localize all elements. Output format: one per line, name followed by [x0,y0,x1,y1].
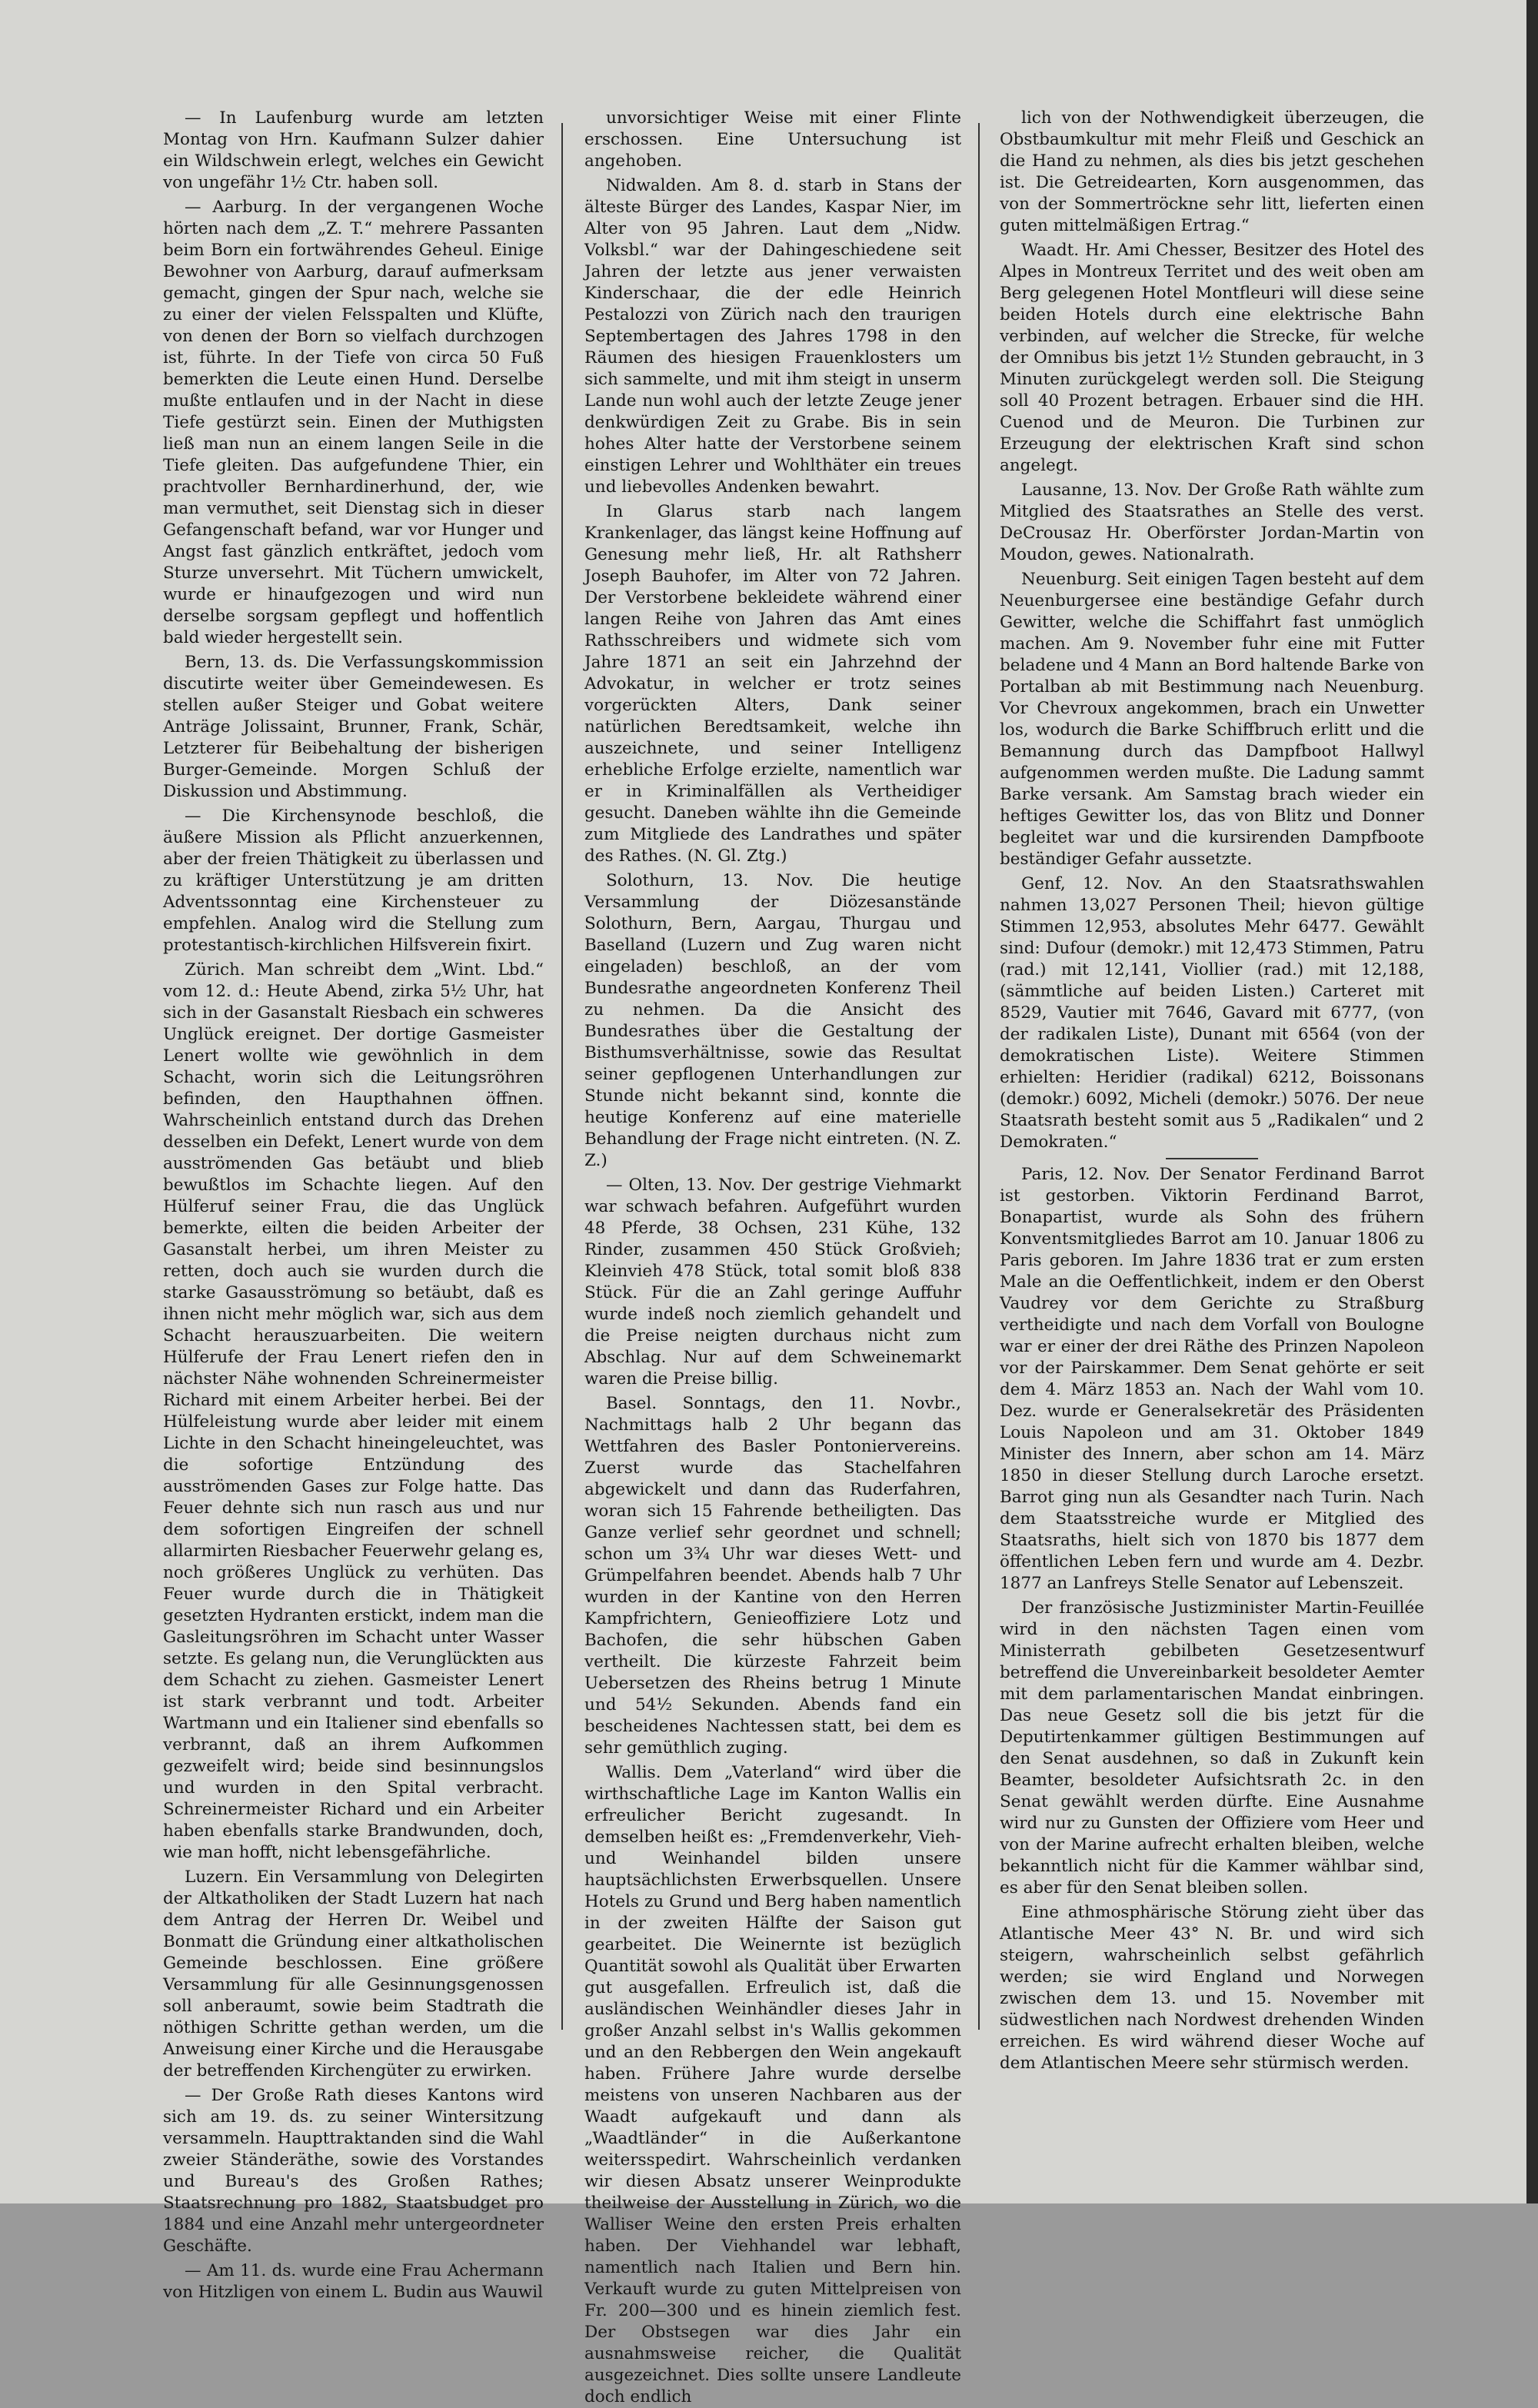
article: — Am 11. ds. wurde eine Frau Achermann von Hitzligen von einem L. Budin aus Wauwil [163,2261,544,2302]
column-divider [978,123,980,2030]
article: Waadt. Hr. Ami Chesser, Besitzer des Hotel des Alpes in Montreux Territet und des weit oben am Berg gelegenen Hotel Montfleuri will diese seine beiden Hotels durch eine elektrische Bahn verbinden, auf welcher die Strecke, für welche der Omnibus bis jetzt 1½ Stunden gebraucht, in 3 Minuten zurückgelegt werden soll. Die Steigung soll 40 Prozent betragen. Erbauer sind die HH. Cuenod und de Meuron. Die Turbinen zur Erzeugung der elektrischen Kraft sind schon angelegt. [1000,241,1424,475]
article: lich von der Nothwendigkeit überzeugen, die Obstbaumkultur mit mehr Fleiß und Geschick an die Hand zu nehmen, als dies bis jetzt geschehen ist. Die Getreidearten, Korn ausgenommen, das von der Sommertröckne sehr litt, lieferten einen guten mittelmäßigen Ertrag.“ [1000,108,1424,235]
article: unvorsichtiger Weise mit einer Flinte erschossen. Eine Untersuchung ist angehoben. [584,108,961,171]
article: Der französische Justizminister Martin-Feuillée wird in den nächsten Tagen einen vom Ministerrath gebilbeten Gesetzesentwurf betreffend die Unvereinbarkeit besoldeter Aemter mit dem parlamentarischen Mandat einbringen. Das neue Gesetz soll die bis jetzt für die Deputirtenkammer gültigen Bestimmungen auf den Senat ausdehnen, so daß in Zukunft kein Beamter, besoldeter Aufsichtsrath 2c. in den Senat gewählt werden dürfte. Eine Ausnahme wird nur zu Gunsten der Offiziere vom Heer und von der Marine aufrecht erhalten bleiben, welche bekanntlich nicht für die Kammer wählbar sind, es aber für den Senat bleiben sollen. [1000,1598,1424,1897]
article: Neuenburg. Seit einigen Tagen besteht auf dem Neuenburgersee eine beständige Gefahr durch Gewitter, welche die Schiffahrt fast unmöglich machen. Am 9. November fuhr eine mit Futter beladene und 4 Mann an Bord haltende Barke von Portalban ab mit Bestimmung nach Neuenburg. Vor Chevroux angekommen, brach ein Unwetter los, wodurch die Barke Schiffbruch erlitt und die Bemannung durch das Dampfboot Hallwyl aufgenommen werden mußte. Die Ladung sammt Barke versank. Am Samstag brach wieder ein heftiges Gewitter los, das von Blitz und Donner begleitet war und die kursirenden Dampfboote beständiger Gefahr aussetzte. [1000,570,1424,869]
article: — Der Große Rath dieses Kantons wird sich am 19. ds. zu seiner Wintersitzung versammeln. Haupttraktanden sind die Wahl zweier Ständeräthe, sowie des Vorstandes und Bureau's des Großen Rathes; Staatsrechnung pro 1882, Staatsbudget pro 1884 und eine Anzahl mehr untergeordneter Geschäfte. [163,2086,544,2256]
article: Bern, 13. ds. Die Verfassungskommission discutirte weiter über Gemeindewesen. Es stellen außer Steiger und Gobat weitere Anträge Jolissaint, Brunner, Frank, Schär, Letzterer für Beibehaltung der bisherigen Burger-Gemeinde. Morgen Schluß der Diskussion und Abstimmung. [163,653,544,801]
column-3 [1000,108,1424,2137]
article: Luzern. Ein Versammlung von Delegirten der Altkatholiken der Stadt Luzern hat nach dem Antrag der Herren Dr. Weibel und Bonmatt die Gründung einer altkatholischen Gemeinde beschlossen. Eine größere Versammlung für alle Gesinnungsgenossen soll anberaumt, sowie beim Stadtrath die nöthigen Schritte gethan werden, um die Anweisung einer Kirche und die Herausgabe der betreffenden Kirchengüter zu erwirken. [163,1868,544,2080]
article: — Olten, 13. Nov. Der gestrige Viehmarkt war schwach befahren. Aufgeführt wurden 48 Pferde, 38 Ochsen, 231 Kühe, 132 Rinder, zusammen 450 Stück Großvieh; Kleinvieh 478 Stück, total somit bloß 838 Stück. Für die an Zahl geringe Auffuhr wurde indeß noch ziemlich gehandelt und die Preise neigten durchaus nicht zum Abschlag. Nur auf dem Schweinemarkt waren die Preise billig. [584,1176,961,1389]
column-2 [584,108,961,2406]
article: Lausanne, 13. Nov. Der Große Rath wählte zum Mitglied des Staatsrathes an Stelle des verst. DeCrousaz Hr. Oberförster Jordan-Martin von Moudon, gewes. Nationalrath. [1000,481,1424,564]
article: Wallis. Dem „Vaterland“ wird über die wirthschaftliche Lage im Kanton Wallis ein erfreulicher Bericht zugesandt. In demselben heißt es: „Fremdenverkehr, Vieh- und Weinhandel bilden unsere hauptsächlichsten Erwerbsquellen. Unsere Hotels zu Grund und Berg haben namentlich in der zweiten Hälfte der Saison gut gearbeitet. Die Weinernte ist bezüglich Quantität sowohl als Qualität über Erwarten gut ausgefallen. Erfreulich ist, daß die ausländischen Weinhändler dieses Jahr in großer Anzahl selbst in's Wallis gekommen und an den Rebbergen den Wein angekauft haben. Frühere Jahre wurde derselbe meistens von unseren Nachbaren aus der Waadt aufgekauft und dann als „Waadtländer“ in die Außerkantone weitersspedirt. Wahrscheinlich verdanken wir diesen Absatz unserer Weinprodukte theilweise der Ausstellung in Zürich, wo die Walliser Weine den ersten Preis erhalten haben. Der Viehhandel war lebhaft, namentlich nach Italien und Bern hin. Verkauft wurde zu guten Mittelpreisen von Fr. 200—300 und es hinein ziemlich fest. Der Obstsegen war dies Jahr ein ausnahmsweise reicher, die Qualität ausgezeichnet. Dies sollte unsere Landleute doch endlich [584,1763,961,2406]
column-divider [561,123,563,2030]
article: — Aarburg. In der vergangenen Woche hörten nach dem „Z. T.“ mehrere Passanten beim Born ein fortwährendes Geheul. Einige Bewohner von Aarburg, darauf aufmerksam gemacht, gingen der Spur nach, welche sie zu einer der vielen Felsspalten und Klüfte, von denen der Born so vielfach durchzogen ist, führte. In der Tiefe von circa 50 Fuß bemerkten die Leute einen Hund. Derselbe mußte entlaufen und in der Nacht in diese Tiefe gestürzt sein. Einen der Muthigsten ließ man nun an einem langen Seile in die Tiefe gleiten. Das aufgefundene Thier, ein prachtvoller Bernhardinerhund, der, wie man vermuthet, seit Dienstag sich in dieser Gefangenschaft befand, war vor Hunger und Angst fast gänzlich entkräftet, jedoch vom Sturze unversehrt. Mit Tüchern umwickelt, wurde er hinaufgezogen und wird nun derselbe sorgsam gepflegt und hoffentlich bald wieder hergestellt sein. [163,198,544,647]
article: Solothurn, 13. Nov. Die heutige Versammlung der Diözesanstände Solothurn, Bern, Aargau, Thurgau und Baselland (Luzern und Zug waren nicht eingeladen) beschloß, an der vom Bundesrathe angeordneten Konferenz Theil zu nehmen. Da die Ansicht des Bundesrathes über die Gestaltung der Bisthumsverhältnisse, sowie das Resultat seiner gepflogenen Unterhandlungen zur Stunde nicht bekannt sind, konnte die heutige Konferenz auf eine materielle Behandlung der Frage nicht eintreten. (N. Z. Z.) [584,871,961,1170]
column-1 [163,108,544,2302]
page-edge [1526,0,1538,2203]
article: Nidwalden. Am 8. d. starb in Stans der älteste Bürger des Landes, Kaspar Nier, im Alter von 95 Jahren. Laut dem „Nidw. Volksbl.“ war der Dahingeschiedene seit Jahren der letzte aus jener verwaisten Kinderschaar, die der edle Heinrich Pestalozzi von Zürich nach den traurigen Septembertagen des Jahres 1798 in den Räumen des hiesigen Frauenklosters um sich sammelte, und mit ihm steigt in unserm Lande nun wohl auch der letzte Zeuge jener denkwürdigen Zeit zu Grabe. Bis in sein hohes Alter hatte der Verstorbene seinem einstigen Lehrer und Wohlthäter ein treues und liebevolles Andenken bewahrt. [584,176,961,497]
article: In Glarus starb nach langem Krankenlager, das längst keine Hoffnung auf Genesung mehr ließ, Hr. alt Rathsherr Joseph Bauhofer, im Alter von 72 Jahren. Der Verstorbene bekleidete während einer langen Reihe von Jahren das Amt eines Rathsschreibers und widmete sich vom Jahre 1871 an seit ein Jahrzehnd der Advokatur, in welcher er trotz seines vorgerückten Alters, Dank seiner natürlichen Beredtsamkeit, welche ihn auszeichnete, und seiner Intelligenz erhebliche Erfolge erzielte, namentlich war er in Kriminalfällen als Vertheidiger gesucht. Daneben wählte ihn die Gemeinde zum Mitgliede des Landrathes und später des Rathes. (N. Gl. Ztg.) [584,502,961,866]
article: — Die Kirchensynode beschloß, die äußere Mission als Pflicht anzuerkennen, aber der freien Thätigkeit zu überlassen und zu kräftiger Unterstützung je am dritten Adventssonntag eine Kirchensteuer zu empfehlen. Analog wird die Stellung zum protestantisch-kirchlichen Hilfsverein fixirt. [163,807,544,955]
article: — In Laufenburg wurde am letzten Montag von Hrn. Kaufmann Sulzer dahier ein Wildschwein erlegt, welches ein Gewicht von ungefähr 1½ Ctr. haben soll. [163,108,544,192]
article: Basel. Sonntags, den 11. Novbr., Nachmittags halb 2 Uhr begann das Wettfahren des Basler Pontoniervereins. Zuerst wurde das Stachelfahren abgewickelt und dann das Ruderfahren, woran sich 15 Fahrende betheiligten. Das Ganze verlief sehr geordnet und schnell; schon um 3¾ Uhr war dieses Wett- und Grümpelfahren beendet. Abends halb 7 Uhr wurden in der Kantine von den Herren Kampfrichtern, Genieoffiziere Lotz und Bachofen, die sehr hübschen Gaben vertheilt. Die kürzeste Fahrzeit beim Uebersetzen des Rheins betrug 1 Minute und 54½ Sekunden. Abends fand ein bescheidenes Nachtessen statt, bei dem es sehr gemüthlich zuging. [584,1394,961,1758]
article: Zürich. Man schreibt dem „Wint. Lbd.“ vom 12. d.: Heute Abend, zirka 5½ Uhr, hat sich in der Gasanstalt Riesbach ein schweres Unglück ereignet. Der dortige Gasmeister Lenert wollte wie gewöhnlich in dem Schacht, worin sich die Leitungsröhren befinden, den Haupthahnen öffnen. Wahrscheinlich entstand durch das Drehen desselben ein Defekt, Lenert wurde von dem ausströmenden Gas betäubt und blieb bewußtlos im Schachte liegen. Auf den Hülferuf seiner Frau, die das Unglück bemerkte, eilten die beiden Arbeiter der Gasanstalt herbei, um ihren Meister zu retten, doch auch sie wurden durch die starke Gasausströmung so betäubt, daß es ihnen nicht mehr möglich war, sich aus dem Schacht herauszuarbeiten. Die weitern Hülferufe der Frau Lenert riefen den in nächster Nähe wohnenden Schreinermeister Richard mit einem Arbeiter herbei. Bei der Hülfeleistung wurde aber leider mit einem Lichte in den Schacht hineingeleuchtet, was die sofortige Entzündung des ausströmenden Gases zur Folge hatte. Das Feuer dehnte sich nun rasch aus und nur dem sofortigen Eingreifen der schnell allarmirten Riesbacher Feuerwehr gelang es, noch größeres Unglück zu verhüten. Das Feuer wurde durch die in Thätigkeit gesetzten Hydranten erstickt, indem man die Gasleitungsröhren im Schacht unter Wasser setzte. Es gelang nun, die Verunglückten aus dem Schacht zu ziehen. Gasmeister Lenert ist stark verbrannt und todt. Arbeiter Wartmann und ein Italiener sind ebenfalls so verbrannt, daß an ihrem Aufkommen gezweifelt wird; beide sind besinnungslos und wurden in den Spital verbracht. Schreinermeister Richard und ein Arbeiter haben ebenfalls starke Brandwunden, doch, wie man hofft, nicht lebensgefährliche. [163,960,544,1862]
article: Eine athmosphärische Störung zieht über das Atlantische Meer 43° N. Br. und wird sich steigern, wahrscheinlich selbst gefährlich werden; sie wird England und Norwegen zwischen dem 13. und 15. November mit südwestlichen nach Nordwest drehenden Winden erreichen. Es wird während dieser Woche auf dem Atlantischen Meere sehr stürmisch werden. [1000,1903,1424,2073]
section-divider [1166,1158,1258,1159]
article: Paris, 12. Nov. Der Senator Ferdinand Barrot ist gestorben. Viktorin Ferdinand Barrot, Bonapartist, wurde als Sohn des frühern Konventsmitgliedes Barrot am 10. Januar 1806 zu Paris geboren. Im Jahre 1836 trat er zum ersten Male an die Oeffentlichkeit, indem er den Oberst Vaudrey vor dem Gerichte zu Straßburg vertheidigte und nach dem Vorfall von Boulogne war er einer der drei Räthe des Prinzen Napoleon vor der Pairskammer. Dem Senat gehörte er seit dem 4. März 1853 an. Nach der Wahl vom 10. Dez. wurde er Generalsekretär des Präsidenten Louis Napoleon und am 31. Oktober 1849 Minister des Innern, aber schon am 14. März 1850 in dieser Stellung durch Laroche ersetzt. Barrot ging nun als Gesandter nach Turin. Nach dem Staatsstreiche wurde er Mitglied des Staatsraths, hielt sich von 1870 bis 1877 dem öffentlichen Leben fern und wurde am 4. Dezbr. 1877 an Lanfreys Stelle Senator auf Lebenszeit. [1000,1165,1424,1593]
article: Genf, 12. Nov. An den Staatsrathswahlen nahmen 13,027 Personen Theil; hievon gültige Stimmen 12,953, absolutes Mehr 6477. Gewählt sind: Dufour (demokr.) mit 12,473 Stimmen, Patru (rad.) mit 12,141, Viollier (rad.) mit 12,188, (sämmtliche auf beiden Listen.) Carteret mit 8529, Vautier mit 7646, Gavard mit 6777, (von der radikalen Liste), Dunant mit 6564 (von der demokratischen Liste). Weitere Stimmen erhielten: Heridier (radikal) 6212, Boissonans (demokr.) 6092, Micheli (demokr.) 5076. Der neue Staatsrath besteht somit aus 5 „Radikalen“ und 2 Demokraten.“ [1000,874,1424,1152]
